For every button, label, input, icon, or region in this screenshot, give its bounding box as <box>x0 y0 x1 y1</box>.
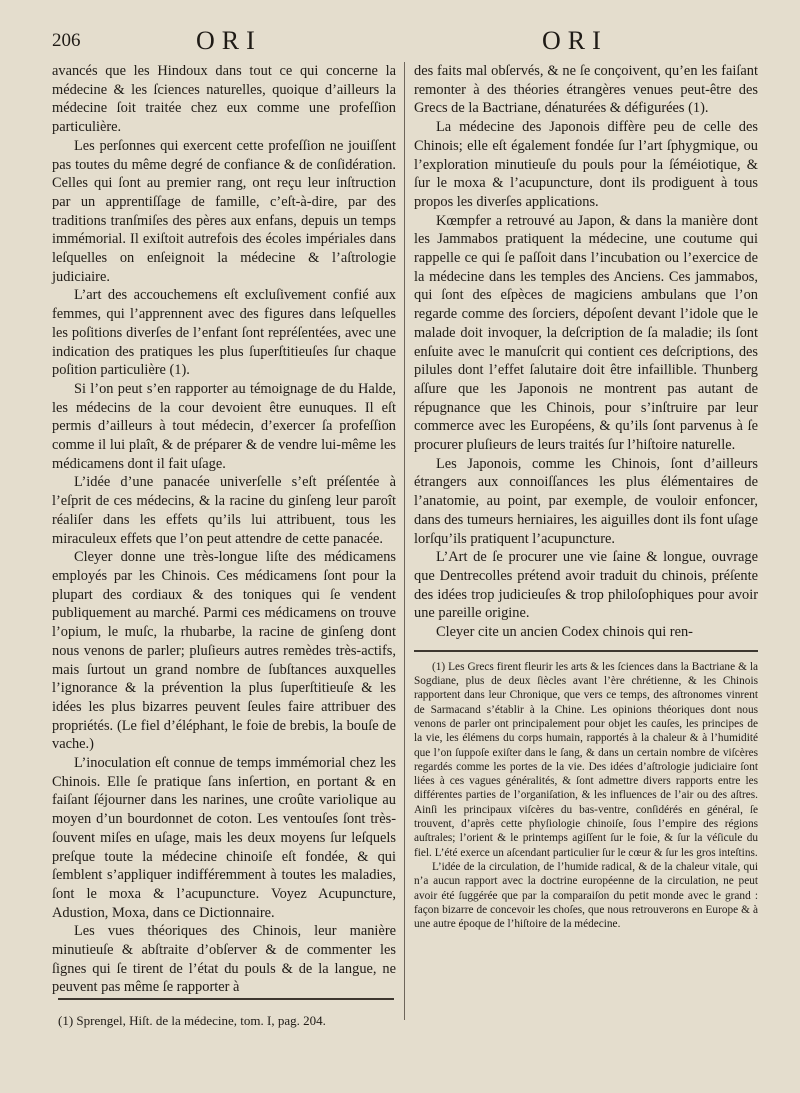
paragraph: avancés que les Hindoux dans tout ce qui concerne la médecine & les ſciences naturelles, quoique d’ailleurs la médecine ſoit traitée chez eux comme une profeſſion particulière. <box>52 63 396 136</box>
paragraph: Les vues théoriques des Chinois, leur manière minutieuſe & abſtraite d’obſerver & de commenter les ſignes qui ſe tirent de l’état du pouls & de la langue, ne peuvent pas même ſe rapporter à <box>52 923 396 996</box>
page-number: 206 <box>52 30 81 51</box>
paragraph: L’inoculation eſt connue de temps immémorial chez les Chinois. Elle ſe pratique ſans inſertion, en portant & en faiſant ſéjourner dans les narines, une croûte variolique au moyen d’un bourdonnet de coton. Les ventouſes ſont très-ſouvent miſes en uſage, mais les deux moyens ſur leſquels preſque toute la médecine chinoiſe eſt fondée, & qui ſemblent s’appliquer indifféremment à toutes les maladies, ſont le moxa & l’acupuncture. Voyez Acupuncture, Adustion, Moxa, dans ce Dictionnaire. <box>52 755 396 921</box>
paragraph: Kœmpfer a retrouvé au Japon, & dans la manière dont les Jammabos pratiquent la médecine, une coutume qui rappelle ce qui ſe paſſoit dans l’incubation ou l’exercice de la médecine dans les temples des Anciens. Ces jammabos, qui ſont des eſpèces de magiciens ambulans que l’on regarde comme des ſorciers, dépoſent devant l’idole que le malade doit invoquer, la deſcription de ſa maladie; ils ſont enſuite avec le manuſcrit qui contient ces deſcriptions, des pilules dont l’effet ſalutaire doit être infaillible. Thunberg aſſure que les Japonois ne montrent pas autant de répugnance que les Chinois, pour s’inſtruire par leur commerce avec les Européens, & qu’ils ſont parvenus à ſe procurer pluſieurs de leurs traités ſur l’hiſtoire naturelle. <box>414 212 758 454</box>
footnote-right: L’idée de la circulation, de l’humide radical, & de la chaleur vitale, qui n’a aucun rapport avec la doctrine européenne de la circulation, ne peut avoir été ſuggérée que par la comparaiſon du petit monde avec le grand : façon bizarre de concevoir les choſes, que nous retrouverons en Europe & à une autre époque de l’hiſtoire de la médecine. <box>414 860 758 931</box>
running-title-right: ORI <box>542 26 608 55</box>
paragraph: Les perſonnes qui exercent cette profeſſion ne jouiſſent pas toutes du même degré de confiance & de conſidération. Celles qui ſont au premier rang, ont reçu leur inſtruction par un apprentiſſage de famille, c’eſt-à-dire, par des traditions tranſmiſes des pères aux enfans, depuis un temps immémorial. Il exiſtoit autrefois des écoles impériales dans leſquelles on enſeignoit la médecine & l’aſtrologie judiciaire. <box>52 137 396 285</box>
paragraph: Si l’on peut s’en rapporter au témoignage de du Halde, les médecins de la cour devoient être eunuques. Il eſt permis d’ailleurs à tout médecin, d’exercer ſa profeſſion comme il lui plaît, & de préparer & de vendre lui-même les médicamens dont il fait uſage. <box>52 380 396 472</box>
paragraph: L’art des accouchemens eſt excluſivement confié aux femmes, qui l’apprennent avec des figures dans leſquelles les poſitions diverſes de l’enfant ſont repréſentées, avec une indication des pratiques les plus ſuperſtitieuſes ſur chaque poſition particulière (1). <box>52 287 396 379</box>
footnote-rule-right <box>414 650 758 652</box>
footnote-left: (1) Sprengel, Hiſt. de la médecine, tom. I, pag. 204. <box>58 1013 326 1028</box>
left-column <box>52 62 396 997</box>
right-column <box>414 62 758 931</box>
paragraph: L’idée d’une panacée univerſelle s’eſt préſentée à l’eſprit de ces médecins, & la racine du ginſeng leur paroît réaliſer dans les effets qu’ils lui attribuent, tous les miraculeux effets que l’on peut attendre de cette panacée. <box>52 474 396 547</box>
paragraph: des faits mal obſervés, & ne ſe conçoivent, qu’en les faiſant remonter à des théories étrangères venues peut-être des Grecs de la Bactriane, dénaturées & défigurées (1). <box>414 63 758 117</box>
footnote-rule-left <box>58 998 394 1000</box>
column-divider <box>404 62 405 1020</box>
paragraph: Cleyer donne une très-longue liſte des médicamens employés par les Chinois. Ces médicamens ſont pour la plupart des cordiaux & des toniques qui ſe vendent publiquement au marché. Parmi ces médicamens on trouve l’opium, le muſc, la rhubarbe, la racine de ginſeng dont nous venons de parler; pluſieurs autres remèdes très-actifs, mais ſurtout un grand nombre de ſubſtances auxquelles l’ignorance & la prévention la plus ſuperſtitieuſe & les idées les plus bizarres peuvent ſeules faire attribuer des propriétés. (Le fiel d’éléphant, le foie de brebis, la bouſe de vache.) <box>52 549 396 753</box>
running-header <box>0 26 800 56</box>
paragraph: L’Art de ſe procurer une vie ſaine & longue, ouvrage que Dentrecolles prétend avoir traduit du chinois, préſente des idées trop judicieuſes & trop philoſophiques pour avoir une pareille origine. <box>414 549 758 622</box>
footnote-right: (1) Les Grecs firent fleurir les arts & les ſciences dans la Bactriane & la Sogdiane, plus de deux ſiècles avant l’ère chrétienne, & les Chinois rapportent dans leur Chronique, que vers ce temps, des aſtronomes vinrent de Sarmacand s’établir à la Chine. Les opinions théoriques dont nous venons de parler ont principalement pour objet les cauſes, les principes de la vie, les élémens du corps humain, rapportés à la chaleur & à l’humidité que l’on ſuppoſe exiſter dans le ſang, & dans un certain nombre de viſcères regardés comme les portes de la vie. Des idées d’aſtrologie judiciaire ſont liées à ces vagues généralités, & ſont admettre divers rapports entre les différentes parties de l’organiſation, & les influences de l’air ou des aſtres. Ainſi les principaux viſcères du bas-ventre, conſidérés en général, ſe trouvent, d’après cette phyſiologie chinoiſe, ſous l’empire des régions auſtrales; l’orient & le printemps agiſſent ſur le foie, & ſur la véſicule du fiel. L’été exerce un aſcendant particulier ſur le cœur & ſur les gros inteſtins. <box>414 660 758 859</box>
running-title-left: ORI <box>196 26 262 55</box>
paragraph: Cleyer cite un ancien Codex chinois qui ren- <box>436 624 693 641</box>
paragraph: Les Japonois, comme les Chinois, ſont d’ailleurs étrangers aux connoiſſances les plus élémentaires de l’anatomie, au point, par exemple, de vouloir enfoncer, dans des tumeurs herniaires, les aiguilles dont ils font uſage lorſqu’ils pratiquent l’acupuncture. <box>414 455 758 547</box>
paragraph: La médecine des Japonois diffère peu de celle des Chinois; elle eſt également fondée ſur l’art ſphygmique, ou l’exploration minutieuſe du pouls pour la ſéméiotique, & ſur le moxa & l’acupuncture, dont ils prodiguent à tous propos les diverſes applications. <box>414 119 758 210</box>
